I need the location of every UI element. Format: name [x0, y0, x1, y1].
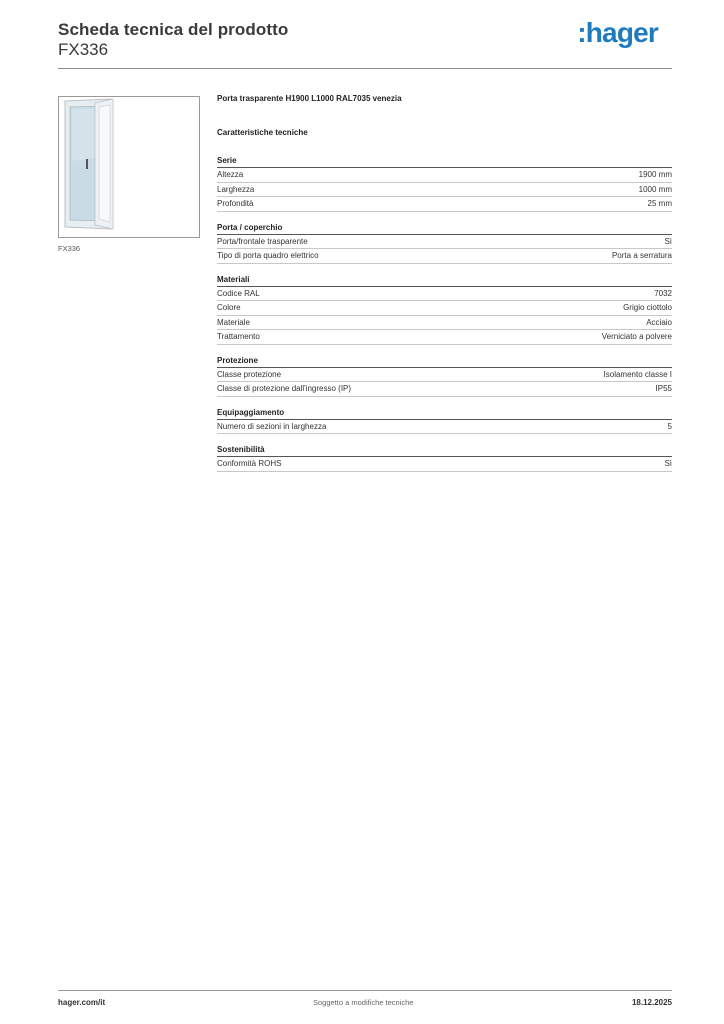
- header-divider: [58, 68, 672, 69]
- product-code: FX336: [58, 40, 109, 59]
- spec-row: [217, 249, 672, 264]
- section-heading: Materiali: [217, 273, 672, 287]
- footer-divider: [58, 990, 672, 991]
- spec-row: [217, 420, 672, 435]
- product-title: Porta trasparente H1900 L1000 RAL7035 venezia: [217, 94, 402, 103]
- page-title: Scheda tecnica del prodotto: [58, 20, 289, 39]
- product-image: [58, 96, 200, 238]
- section-protezione: [217, 354, 672, 397]
- spec-label: Porta/frontale trasparente: [217, 236, 308, 246]
- spec-label: Profondità: [217, 199, 254, 209]
- hager-logo[interactable]: :hager: [577, 17, 658, 48]
- section-heading: Sostenibilità: [217, 443, 672, 457]
- section-heading: Porta / coperchio: [217, 221, 672, 235]
- spec-row: [217, 197, 672, 212]
- spec-value: 1900 mm: [638, 170, 672, 180]
- section-heading: Serie: [217, 154, 672, 168]
- section-equipaggiamento: [217, 406, 672, 435]
- spec-label: Larghezza: [217, 184, 255, 194]
- image-caption: FX336: [58, 244, 81, 253]
- spec-value: 25 mm: [647, 199, 672, 209]
- specs-table: [217, 154, 672, 472]
- spec-value: IP55: [655, 384, 672, 394]
- spec-row: [217, 168, 672, 183]
- spec-row: [217, 316, 672, 331]
- section-materiali: [217, 273, 672, 345]
- spec-label: Classe protezione: [217, 369, 282, 379]
- footer-date: 18.12.2025: [631, 998, 672, 1007]
- spec-row: [217, 457, 672, 472]
- spec-row: [217, 287, 672, 302]
- spec-row: [217, 235, 672, 250]
- spec-label: Codice RAL: [217, 288, 260, 298]
- specs-heading: Caratteristiche tecniche: [217, 128, 308, 137]
- spec-label: Tipo di porta quadro elettrico: [217, 251, 319, 261]
- spec-value: Porta a serratura: [611, 251, 672, 261]
- page-header: [58, 17, 672, 68]
- spec-value: Isolamento classe I: [603, 369, 672, 379]
- spec-row: [217, 368, 672, 383]
- spec-value: Grigio ciottolo: [623, 303, 672, 313]
- section-porta-coperchio: [217, 221, 672, 264]
- section-sostenibilita: [217, 443, 672, 472]
- section-heading: Protezione: [217, 354, 672, 368]
- spec-label: Colore: [217, 303, 241, 313]
- spec-value: Acciaio: [646, 317, 672, 327]
- spec-value: 5: [667, 421, 672, 431]
- spec-value: Verniciato a polvere: [601, 332, 672, 342]
- spec-label: Altezza: [217, 170, 244, 180]
- footer-website-link[interactable]: hager.com/it: [58, 998, 106, 1007]
- section-serie: [217, 154, 672, 212]
- spec-row: [217, 183, 672, 198]
- spec-label: Conformità ROHS: [217, 459, 282, 469]
- spec-value: Sì: [664, 236, 672, 246]
- spec-value: Sì: [664, 459, 672, 469]
- spec-row: [217, 330, 672, 345]
- section-heading: Equipaggiamento: [217, 406, 672, 420]
- spec-row: [217, 382, 672, 397]
- spec-label: Numero di sezioni in larghezza: [217, 421, 327, 431]
- spec-label: Classe di protezione dall'ingresso (IP): [217, 384, 352, 394]
- spec-label: Trattamento: [217, 332, 260, 342]
- spec-value: 7032: [654, 288, 672, 298]
- door-panel-icon: [59, 97, 199, 237]
- footer-note: Soggetto a modifiche tecniche: [313, 998, 414, 1007]
- spec-value: 1000 mm: [638, 184, 672, 194]
- spec-label: Materiale: [217, 317, 250, 327]
- spec-row: [217, 301, 672, 316]
